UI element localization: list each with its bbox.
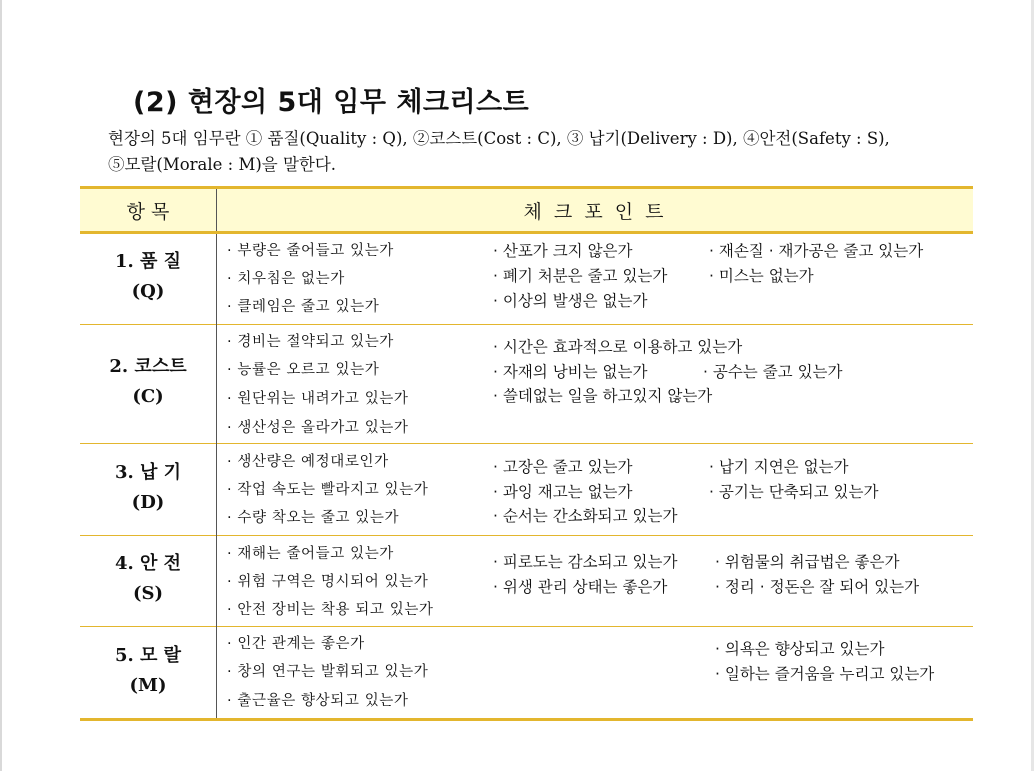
table-row-cost xyxy=(80,325,973,444)
item-cell-morale xyxy=(80,627,217,720)
table-header-row xyxy=(80,188,973,233)
checkpoint-item: · 산포가 크지 않은가 xyxy=(493,242,633,260)
checkpoint-item: · 생산량은 예정대로인가 xyxy=(227,454,389,470)
checkpoint-cell-cost xyxy=(217,325,974,444)
table-row-delivery xyxy=(80,444,973,536)
checkpoint-item: · 순서는 간소화되고 있는가 xyxy=(493,507,678,525)
checkpoint-cell-delivery xyxy=(217,444,974,536)
table-row-safety xyxy=(80,536,973,627)
item-cell-quality xyxy=(80,233,217,325)
checkpoint-item: · 공기는 단축되고 있는가 xyxy=(709,483,879,501)
checkpoint-item: · 안전 장비는 착용 되고 있는가 xyxy=(227,602,434,618)
checkpoint-item: · 폐기 처분은 줄고 있는가 xyxy=(493,267,668,285)
intro-line-2: ⑤모랄(Morale : M)을 말한다. xyxy=(108,155,337,174)
checkpoint-item: · 쓸데없는 일을 하고있지 않는가 xyxy=(493,387,713,405)
checkpoint-item: · 위험 구역은 명시되어 있는가 xyxy=(227,574,429,590)
checkpoint-item: · 부량은 줄어들고 있는가 xyxy=(227,243,394,259)
item-code: (C) xyxy=(132,386,164,407)
checkpoint-item: · 의욕은 향상되고 있는가 xyxy=(715,640,885,658)
checkpoint-item: · 치우침은 없는가 xyxy=(227,271,345,287)
header-item: 항 목 xyxy=(80,188,217,233)
checkpoint-item: · 원단위는 내려가고 있는가 xyxy=(227,391,409,407)
item-name: 3. 납 기 xyxy=(114,461,182,483)
item-name: 4. 안 전 xyxy=(114,553,182,574)
checkpoint-item: · 재손질 · 재가공은 줄고 있는가 xyxy=(709,242,924,260)
checkpoint-item: · 인간 관계는 좋은가 xyxy=(227,636,365,652)
item-code: (Q) xyxy=(131,281,165,302)
item-code: (M) xyxy=(129,674,167,696)
checkpoint-item: · 재해는 줄어들고 있는가 xyxy=(227,546,394,562)
item-cell-cost xyxy=(80,325,217,444)
checkpoint-item: · 일하는 즐거움을 누리고 있는가 xyxy=(715,665,935,683)
checkpoint-item: · 위생 관리 상태는 좋은가 xyxy=(493,578,668,596)
checkpoint-item: · 이상의 발생은 없는가 xyxy=(493,292,648,310)
checkpoint-item: · 경비는 절약되고 있는가 xyxy=(227,334,394,350)
checklist-table xyxy=(80,186,973,721)
item-code: (S) xyxy=(132,583,164,604)
checkpoint-item: · 납기 지연은 없는가 xyxy=(709,458,849,476)
checkpoint-item: · 클레임은 줄고 있는가 xyxy=(227,299,380,315)
item-cell-delivery xyxy=(80,444,217,536)
checkpoint-item: · 능률은 오르고 있는가 xyxy=(227,362,380,378)
header-checkpoint: 체 크 포 인 트 xyxy=(523,200,667,223)
checkpoint-item: · 미스는 없는가 xyxy=(709,267,814,285)
checkpoint-cell-quality xyxy=(217,233,974,325)
item-name: 5. 모 랄 xyxy=(114,644,182,666)
checkpoint-cell-morale xyxy=(217,627,974,720)
checkpoint-item: · 작업 속도는 빨라지고 있는가 xyxy=(227,482,429,498)
table-row-quality xyxy=(80,233,973,325)
checkpoint-item: · 위험물의 취급법은 좋은가 xyxy=(715,553,900,571)
page-edge-left xyxy=(0,0,2,771)
table-row-morale xyxy=(80,627,973,720)
checkpoint-item: · 창의 연구는 발휘되고 있는가 xyxy=(227,664,429,680)
checkpoint-item: · 공수는 줄고 있는가 xyxy=(703,363,843,381)
item-name: 1. 품 질 xyxy=(114,251,182,272)
checkpoint-item: · 정리 · 정돈은 잘 되어 있는가 xyxy=(715,578,920,596)
checkpoint-item: · 자재의 낭비는 없는가 xyxy=(493,363,648,381)
checkpoint-item: · 시간은 효과적으로 이용하고 있는가 xyxy=(493,338,743,356)
intro-paragraph xyxy=(108,126,988,178)
checkpoint-item: · 피로도는 감소되고 있는가 xyxy=(493,553,678,571)
checkpoint-item: · 고장은 줄고 있는가 xyxy=(493,458,633,476)
checkpoint-item: · 생산성은 올라가고 있는가 xyxy=(227,420,409,436)
checkpoint-item: · 출근율은 향상되고 있는가 xyxy=(227,693,409,709)
item-name: 2. 코스트 xyxy=(109,356,187,377)
item-code: (D) xyxy=(131,491,165,513)
checkpoint-cell-safety xyxy=(217,536,974,627)
item-cell-safety xyxy=(80,536,217,627)
page-title: (2) 현장의 5대 임무 체크리스트 xyxy=(133,87,530,118)
checkpoint-item: · 과잉 재고는 없는가 xyxy=(493,483,633,501)
checkpoint-item: · 수량 착오는 줄고 있는가 xyxy=(227,510,400,526)
intro-line-1: 현장의 5대 임무란 ① 품질(Quality : Q), ②코스트(Cost : C), ③ 납기(Delivery : D), ④안전(Safety : S), xyxy=(108,129,890,148)
